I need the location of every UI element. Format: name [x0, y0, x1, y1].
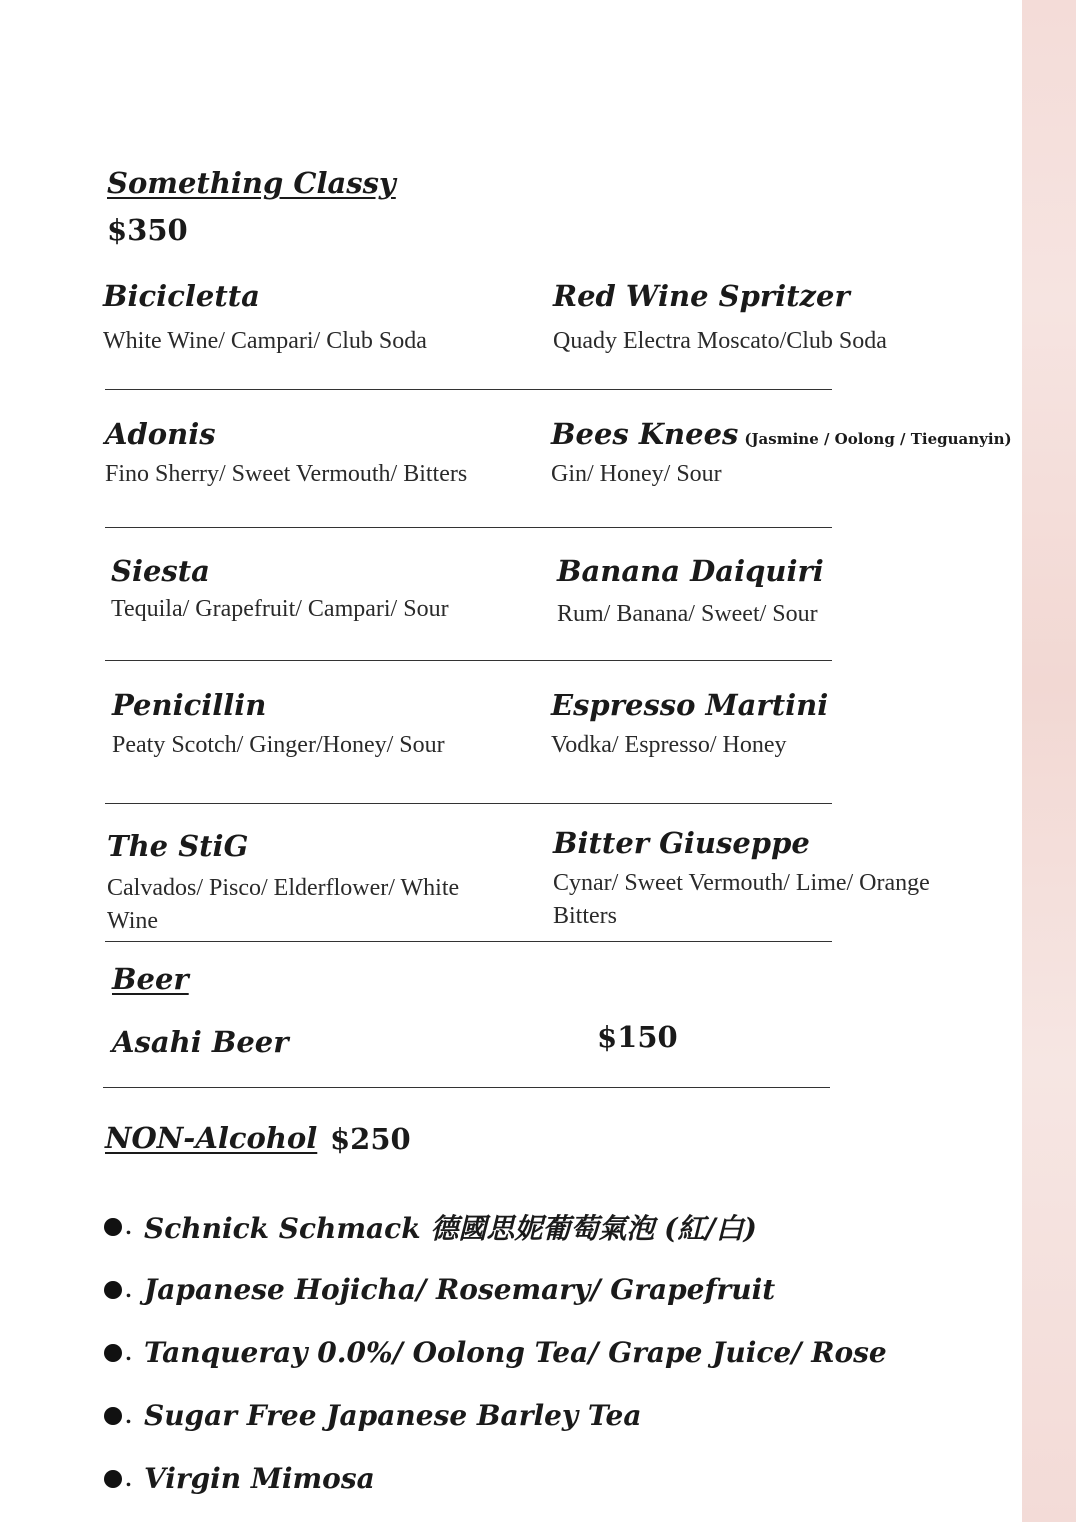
divider — [103, 1087, 830, 1088]
cocktail-name-banana-daiquiri: Banana Daiquiri — [557, 554, 824, 588]
divider — [105, 389, 832, 390]
list-item: . Tanqueray 0.0%/ Oolong Tea/ Grape Juice/ Rose — [104, 1321, 887, 1384]
cocktail-ingredients-banana-daiquiri: Rum/ Banana/ Sweet/ Sour — [557, 601, 818, 627]
list-item: . Schnick Schmack 德國思妮葡萄氣泡 (紅/白) — [104, 1195, 887, 1258]
divider — [105, 527, 832, 528]
cocktail-name-bees-knees — [551, 417, 1012, 451]
cocktail-name-siesta: Siesta — [111, 554, 210, 588]
cocktail-ingredients-penicillin: Peaty Scotch/ Ginger/Honey/ Sour — [112, 732, 445, 758]
nonalcohol-item-text: Japanese Hojicha/ Rosemary/ Grapefruit — [143, 1273, 776, 1306]
section-price-classy: $350 — [107, 213, 188, 247]
nonalcohol-list — [104, 1195, 887, 1510]
beer-item-name: Asahi Beer — [112, 1025, 289, 1059]
bullet-icon — [104, 1470, 122, 1488]
cocktail-name-bicicletta: Bicicletta — [103, 279, 260, 313]
divider — [105, 660, 832, 661]
nonalcohol-item-text: Virgin Mimosa — [143, 1462, 375, 1495]
cocktail-ingredients-espresso-martini: Vodka/ Espresso/ Honey — [551, 732, 787, 758]
beer-price: $150 — [597, 1020, 678, 1054]
section-price-nonalcohol: $250 — [330, 1122, 411, 1156]
bullet-icon — [104, 1281, 122, 1299]
cocktail-ingredients-siesta: Tequila/ Grapefruit/ Campari/ Sour — [111, 596, 449, 622]
section-title-beer: Beer — [112, 962, 189, 996]
divider — [105, 803, 832, 804]
cocktail-name-bitter-giuseppe: Bitter Giuseppe — [553, 826, 810, 860]
bees-knees-title: Bees Knees — [551, 417, 739, 451]
cocktail-ingredients-bicicletta: White Wine/ Campari/ Club Soda — [103, 328, 427, 354]
cocktail-name-espresso-martini: Espresso Martini — [551, 688, 829, 722]
list-item: . Japanese Hojicha/ Rosemary/ Grapefruit — [104, 1258, 887, 1321]
cocktail-ingredients-red-wine-spritzer: Quady Electra Moscato/Club Soda — [553, 328, 887, 354]
bullet-icon — [104, 1407, 122, 1425]
section-title-nonalcohol: NON-Alcohol — [105, 1121, 318, 1155]
cocktail-name-the-stig: The StiG — [107, 829, 249, 863]
cocktail-ingredients-bees-knees: Gin/ Honey/ Sour — [551, 461, 722, 487]
cocktail-ingredients-adonis: Fino Sherry/ Sweet Vermouth/ Bitters — [105, 461, 468, 487]
list-item: . Sugar Free Japanese Barley Tea — [104, 1384, 887, 1447]
cocktail-name-adonis: Adonis — [105, 417, 216, 451]
bullet-icon — [104, 1344, 122, 1362]
decorative-side-strip — [1022, 0, 1076, 1522]
cocktail-name-penicillin: Penicillin — [112, 688, 267, 722]
section-title-classy: Something Classy — [107, 166, 396, 200]
nonalcohol-item-text: Tanqueray 0.0%/ Oolong Tea/ Grape Juice/ Rose — [143, 1336, 887, 1369]
cocktail-name-red-wine-spritzer: Red Wine Spritzer — [553, 279, 850, 313]
bees-knees-note: (Jasmine / Oolong / Tieguanyin) — [744, 430, 1012, 448]
nonalcohol-item-text: Sugar Free Japanese Barley Tea — [143, 1399, 642, 1432]
cocktail-ingredients-bitter-giuseppe: Cynar/ Sweet Vermouth/ Lime/ Orange Bitters — [553, 870, 930, 929]
divider — [105, 941, 832, 942]
nonalcohol-item-text: Schnick Schmack 德國思妮葡萄氣泡 (紅/白) — [143, 1211, 757, 1245]
bullet-icon — [104, 1218, 122, 1236]
list-item: . Virgin Mimosa — [104, 1447, 887, 1510]
cocktail-ingredients-the-stig: Calvados/ Pisco/ Elderflower/ White Wine — [107, 875, 460, 934]
